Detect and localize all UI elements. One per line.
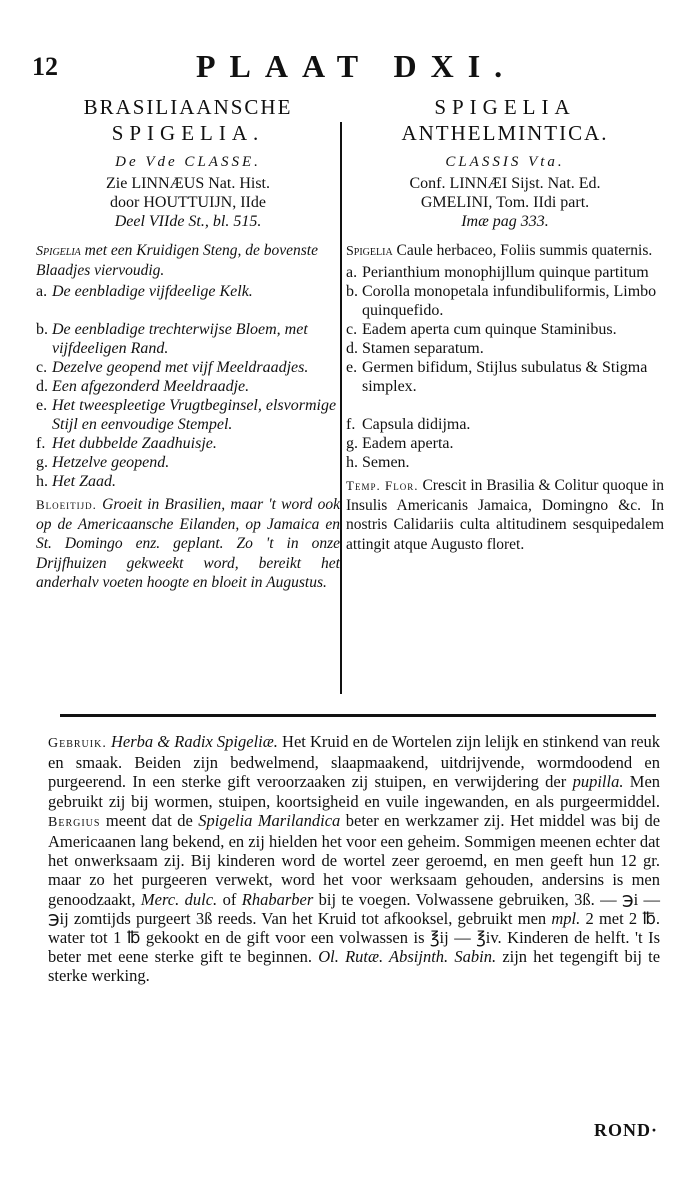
usage-paragraph xyxy=(48,732,660,986)
genus-name: Spigelia xyxy=(36,244,81,259)
dutch-reference-line: Zie LINNÆUS Nat. Hist. xyxy=(106,175,270,192)
usage-text: 2 met 2 ℔. water tot 1 ℔ gekookt en de gift voor een volwassen is ℥ij — ℥iv. Kinderen de helft. 't Is beter met eene sterke gift te beginnen. xyxy=(48,908,661,967)
list-item: a. De eenbladige vijfdeelige Kelk. xyxy=(36,283,253,300)
dutch-description xyxy=(36,241,340,280)
list-item: d. Stamen separatum. xyxy=(346,340,484,357)
dutch-reference-line: door HOUTTUIJN, IIde xyxy=(110,194,266,211)
usage-text: beter en werkzamer zij. Het middel was bij de Americaanen lang bekend, en zij hielden het voor een geheim. Sommigen meenen echter dat het onwerksaam zij. Bij kinderen word de wortel zeer geroemd, en men geeft hun 12 gr. maar zo het purgeeren verwekt, word het voor werksaam gehouden, andersins is men genoodzaakt, xyxy=(48,810,661,909)
description-text: met een Kruidigen Steng, de bovenste Blaadjes viervoudig. xyxy=(36,242,318,279)
usage-text: Ol. Rutæ. Absijnth. Sabin. xyxy=(318,947,497,967)
list-item: f. Capsula didijma. xyxy=(346,416,471,433)
usage-text: Het Kruid en de Wortelen zijn lelijk en stinkend van reuk en smaak. Beiden zijn bedwelmend, slaapmaakend, uitdrijvende, wormdoodend en purgeerend. In een sterke gift veroorzaaken zij stuipen, en verwijdering der xyxy=(48,732,661,792)
dutch-heading-1: BRASILIAANSCHE xyxy=(83,95,293,119)
latin-reference-line: GMELINI, Tom. IIdi part. xyxy=(420,194,590,211)
list-item: e. Het tweespleetige Vrugtbeginsel, elsvormige Stijl en eenvoudige Stempel. xyxy=(36,397,337,433)
genus-name: Spigelia xyxy=(346,244,393,259)
usage-text: bij te voegen. Volwassene gebruiken, 3ß. — ℈i — ℈ij zomtijds purgeert 3ß reeds. Van het Kruid tot afkooksel, gebruikt men xyxy=(48,889,661,928)
usage-text: of xyxy=(222,889,237,909)
usage-text: Merc. dulc. xyxy=(140,889,218,909)
usage-text: zijn het tegengift bij te sterke werking. xyxy=(48,947,661,986)
latin-class-line: CLASSIS Vta. xyxy=(445,154,565,170)
flowering-label: Temp. Flor. xyxy=(346,478,419,493)
description-text: Caule herbaceo, Foliis summis quaternis. xyxy=(396,242,653,259)
list-item: f. Het dubbelde Zaadhuisje. xyxy=(36,435,217,452)
catchword: ROND· xyxy=(593,1120,658,1140)
author-name: Bergius xyxy=(48,814,101,830)
list-item: d. Een afgezonderd Meeldraadje. xyxy=(36,378,250,395)
flowering-label: Bloeitijd. xyxy=(36,497,97,512)
latin-heading-2: ANTHELMINTICA. xyxy=(401,121,609,145)
usage-text: meent dat de xyxy=(105,810,193,830)
list-item: h. Het Zaad. xyxy=(36,473,116,490)
usage-text: pupilla. xyxy=(572,772,624,792)
column-divider xyxy=(340,122,342,694)
latin-description xyxy=(346,241,664,261)
list-item: c. Eadem aperta cum quinque Staminibus. xyxy=(346,321,617,338)
latin-column xyxy=(346,94,664,554)
flowering-text: Crescit in Brasilia & Colitur quoque in Insulis Americanis Jamaica, Domingno &c. In nostris Calidariis culta altitudinem sesquipedalem attingit atque Augusto floret. xyxy=(346,477,664,553)
usage-heading: Herba & Radix Spigeliæ. xyxy=(111,732,278,751)
dutch-class-line: De Vde CLASSE. xyxy=(115,154,261,170)
latin-heading-1: SPIGELIA xyxy=(434,95,576,119)
usage-text: Spigelia Marilandica xyxy=(198,810,341,830)
latin-figure-list xyxy=(346,263,664,472)
latin-flowering-note xyxy=(346,476,664,554)
list-item: b. De eenbladige trechterwijse Bloem, met vijfdeeligen Rand. xyxy=(36,321,308,357)
usage-text: mpl. xyxy=(551,908,581,928)
list-item: g. Hetzelve geopend. xyxy=(36,454,170,471)
usage-label: Gebruik. xyxy=(48,736,107,751)
latin-reference-line: Imæ pag 333. xyxy=(461,213,549,230)
list-item: h. Semen. xyxy=(346,454,410,471)
flowering-text: Groeit in Brasilien, maar 't word ook op de Americaansche Eilanden, op Jamaica en St. Domingo enz. geplant. Zo 't in onze Drijfhuizen gekweekt word, bereikt het anderhalv voeten hoogte en bloeit in Augustus. xyxy=(36,496,340,591)
list-item: c. Dezelve geopend met vijf Meeldraadjes. xyxy=(36,359,309,376)
dutch-heading-2: SPIGELIA. xyxy=(111,121,265,145)
list-item: g. Eadem aperta. xyxy=(346,435,454,452)
dutch-reference-line: Deel VIIde St., bl. 515. xyxy=(114,213,262,230)
usage-text: Rhabarber xyxy=(241,889,314,909)
dutch-column xyxy=(36,94,340,593)
section-rule xyxy=(60,714,656,717)
list-item: e. Germen bifidum, Stijlus subulatus & Stigma simplex. xyxy=(346,359,648,395)
usage-text: Men gebruikt zij bij wormen, stuipen, koortsigheid en vuile ingewanden, en als purgeermiddel. xyxy=(48,772,661,811)
page-number: 12 xyxy=(32,52,58,81)
dutch-figure-list xyxy=(36,282,340,491)
list-item: a. Perianthium monophijllum quinque partitum xyxy=(346,264,649,281)
list-item: b. Corolla monopetala infundibuliformis, Limbo quinquefido. xyxy=(346,283,657,319)
dutch-flowering-note xyxy=(36,495,340,593)
plate-title: PLAAT DXI. xyxy=(196,48,517,84)
latin-reference-line: Conf. LINNÆI Sijst. Nat. Ed. xyxy=(409,175,601,192)
